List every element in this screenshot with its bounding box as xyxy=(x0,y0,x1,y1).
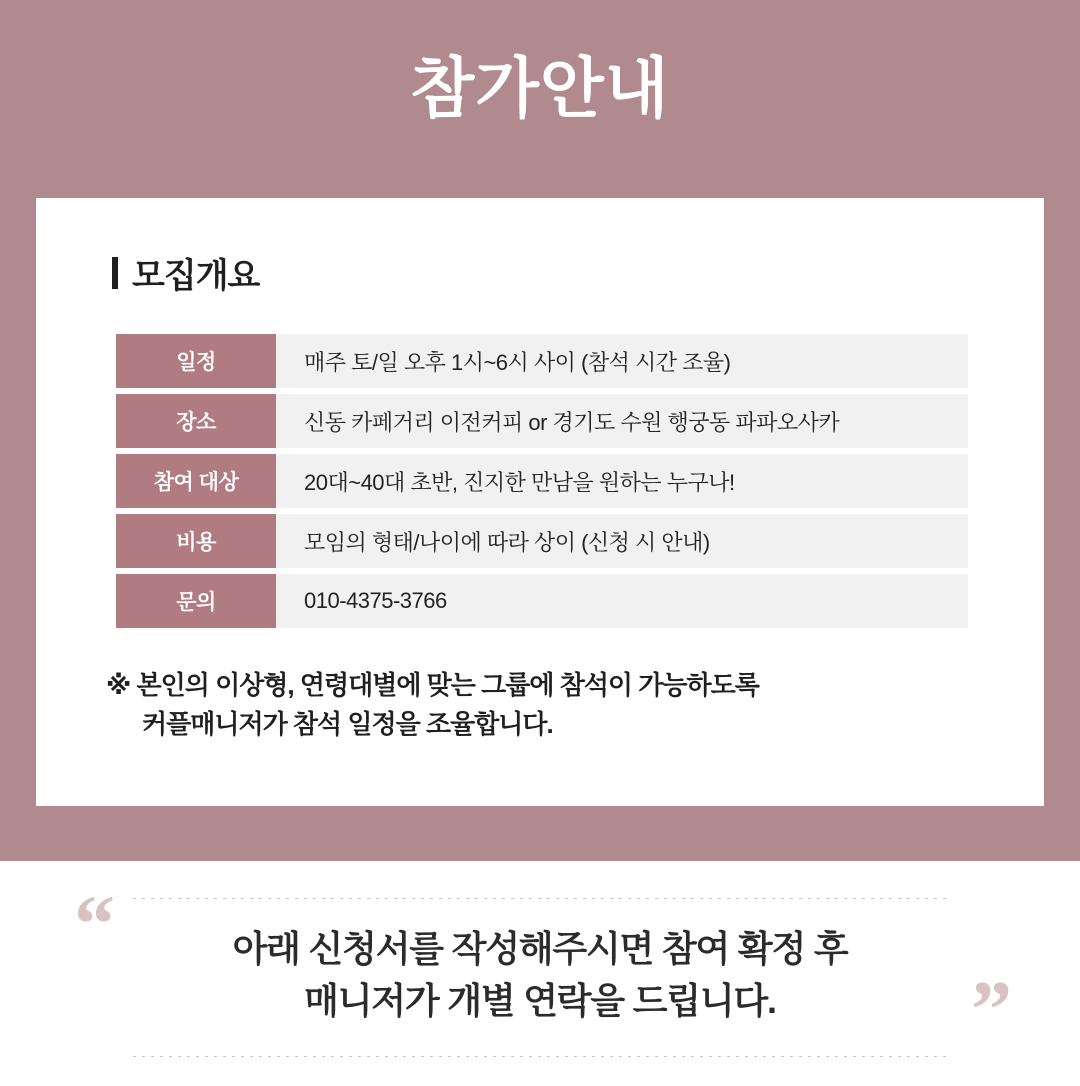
section-heading-label: 모집개요 xyxy=(132,257,260,295)
page-title: 참가안내 xyxy=(410,51,670,125)
quote-close-icon: ” xyxy=(971,964,1012,1055)
info-table xyxy=(116,328,968,634)
note-line-2: 커플매니저가 참석 일정을 조율합니다. xyxy=(142,709,553,739)
row-label: 비용 xyxy=(116,514,276,568)
quote-panel xyxy=(0,861,1080,1086)
row-label: 장소 xyxy=(116,394,276,448)
table-row xyxy=(116,454,968,508)
row-value: 신동 카페거리 이전커피 or 경기도 수원 행궁동 파파오사카 xyxy=(276,394,968,448)
heading-bar-icon xyxy=(112,257,118,289)
info-card xyxy=(36,198,1044,806)
table-row xyxy=(116,574,968,628)
dotted-divider-bottom xyxy=(130,1055,948,1058)
row-value: 010-4375-3766 xyxy=(276,574,968,628)
dotted-divider-top xyxy=(130,897,948,900)
note-line-1: ※ 본인의 이상형, 연령대별에 맞는 그룹에 참석이 가능하도록 xyxy=(106,670,759,700)
row-label: 문의 xyxy=(116,574,276,628)
section-heading xyxy=(112,248,259,297)
quote-line-2: 매니저가 개별 연락을 드립니다. xyxy=(304,980,776,1022)
row-value: 매주 토/일 오후 1시~6시 사이 (참석 시간 조율) xyxy=(276,334,968,388)
row-label: 참여 대상 xyxy=(116,454,276,508)
row-label: 일정 xyxy=(116,334,276,388)
quote-text xyxy=(0,923,1080,1027)
table-row xyxy=(116,334,968,388)
table-row xyxy=(116,514,968,568)
quote-open-icon: “ xyxy=(74,878,115,969)
row-value: 모임의 형태/나이에 따라 상이 (신청 시 안내) xyxy=(276,514,968,568)
row-value: 20대~40대 초반, 진지한 만남을 원하는 누구나! xyxy=(276,454,968,508)
quote-line-1: 아래 신청서를 작성해주시면 참여 확정 후 xyxy=(232,928,848,969)
note-block xyxy=(106,666,1006,744)
table-row xyxy=(116,394,968,448)
